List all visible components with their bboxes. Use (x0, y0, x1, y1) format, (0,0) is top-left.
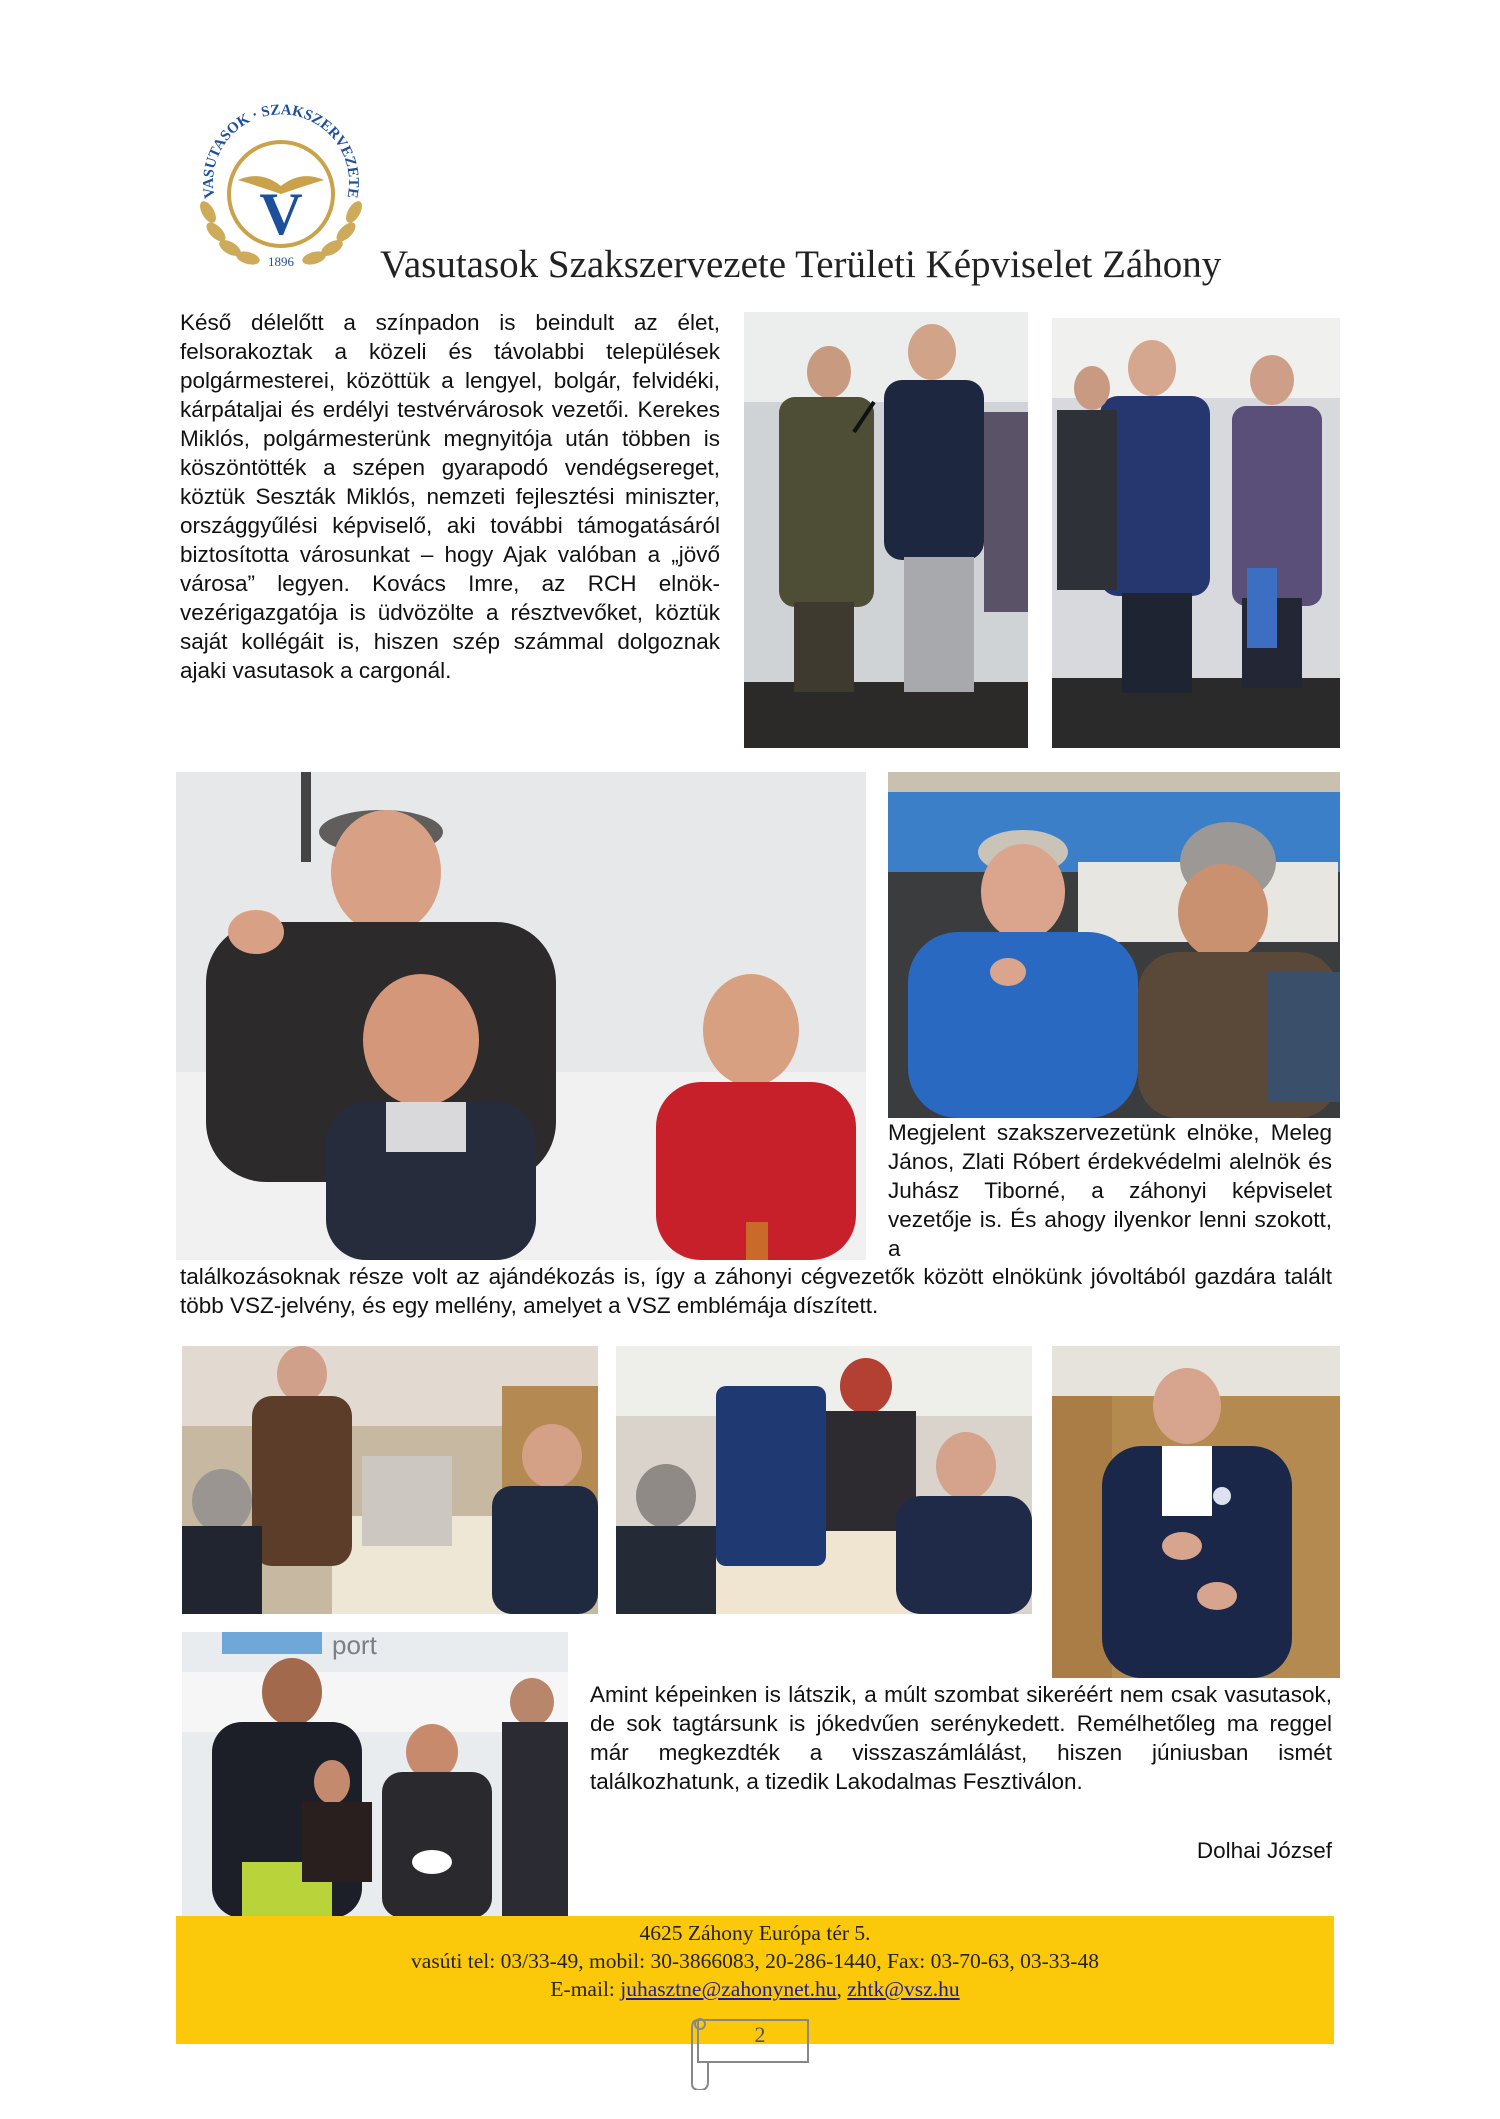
article-paragraph-2: Megjelent szakszervezetünk elnöke, Meleg János, Zlati Róbert érdekvédelmi alelnök és Juhász Tiborné, a záhonyi képviselet vezetője is. És ahogy ilyenkor lenni szokott, a (888, 1120, 1332, 1261)
footer-email-separator: , (836, 1977, 842, 2001)
photo-hall-1 (182, 1346, 598, 1614)
photo-vest (1052, 1346, 1340, 1678)
article-paragraph-4: Amint képeinken is látszik, a múlt szombat sikeréért nem csak vasutasok, de sok tagtársunk is jókedvűen serénykedett. Remélhetőleg ma reggel már megkezdték a visszaszámlálást, hiszen júniusban ismét találkozhatunk, a tizedik Lakodalmas Fesztiválon. (590, 1682, 1332, 1794)
article-paragraph-1: Késő délelőtt a színpadon is beindult az élet, felsorakoztak a közeli és távolabbi települések polgármesterei, közöttük a lengyel, bolgár, felvidéki, kárpátaljai és erdélyi testvérvárosok vezetői. Kerekes Miklós, polgármesterünk megnyitója után többen is köszöntötték a szépen gyarapodó vendégsereget, köztük Seszták Miklós, nemzeti fejlesztési miniszter, országgyűlési képviselő, aki további támogatásáról biztosította városunkat – hogy Ajak valóban a „jövő városa” legyen. Kovács Imre, az RCH elnök-vezérigazgatója is üdvözölte a résztvevőket, köztük saját kollégáit is, hiszen szép számmal dolgoznak ajaki vasutasok a cargonál. (180, 310, 720, 683)
email-link-zhtk[interactable]: zhtk@vsz.hu (847, 1977, 960, 2001)
footer-email-line (176, 1977, 1334, 2002)
page-number: 2 (754, 2022, 766, 2047)
photo-hall-2 (616, 1346, 1032, 1614)
svg-text:VASUTASOK · SZAKSZERVEZETE: VASUTASOK · SZAKSZERVEZETE (200, 102, 362, 200)
photo-kitchen (182, 1632, 568, 1918)
photo-stage-2 (1052, 318, 1340, 748)
email-link-juhasztne[interactable]: juhasztne@zahonynet.hu (620, 1977, 837, 2001)
footer-email-label: E-mail: (550, 1977, 615, 2001)
union-emblem-icon (186, 94, 376, 274)
svg-text:1896: 1896 (268, 254, 294, 269)
article-paragraph-3: találkozásoknak része volt az ajándékozás is, így a záhonyi cégvezetők között elnökünk jóvoltából gazdára talált több VSZ-jelvény, és egy mellény, amelyet a VSZ emblémája díszített. (180, 1264, 1332, 1318)
photo-stage-1 (744, 312, 1028, 748)
union-logo (186, 94, 376, 274)
footer-phones: vasúti tel: 03/33-49, mobil: 30-3866083, 20-286-1440, Fax: 03-70-63, 03-33-48 (411, 1949, 1099, 1973)
svg-text:V: V (259, 181, 303, 247)
author-signature: Dolhai József (1196, 1838, 1332, 1863)
page-title: Vasutasok Szakszervezete Területi Képviselet Záhony (380, 243, 1222, 286)
footer-address: 4625 Záhony Európa tér 5. (639, 1921, 871, 1945)
svg-text:port: port (332, 1632, 377, 1660)
photo-toast (176, 772, 866, 1260)
photo-tasting (888, 772, 1340, 1118)
